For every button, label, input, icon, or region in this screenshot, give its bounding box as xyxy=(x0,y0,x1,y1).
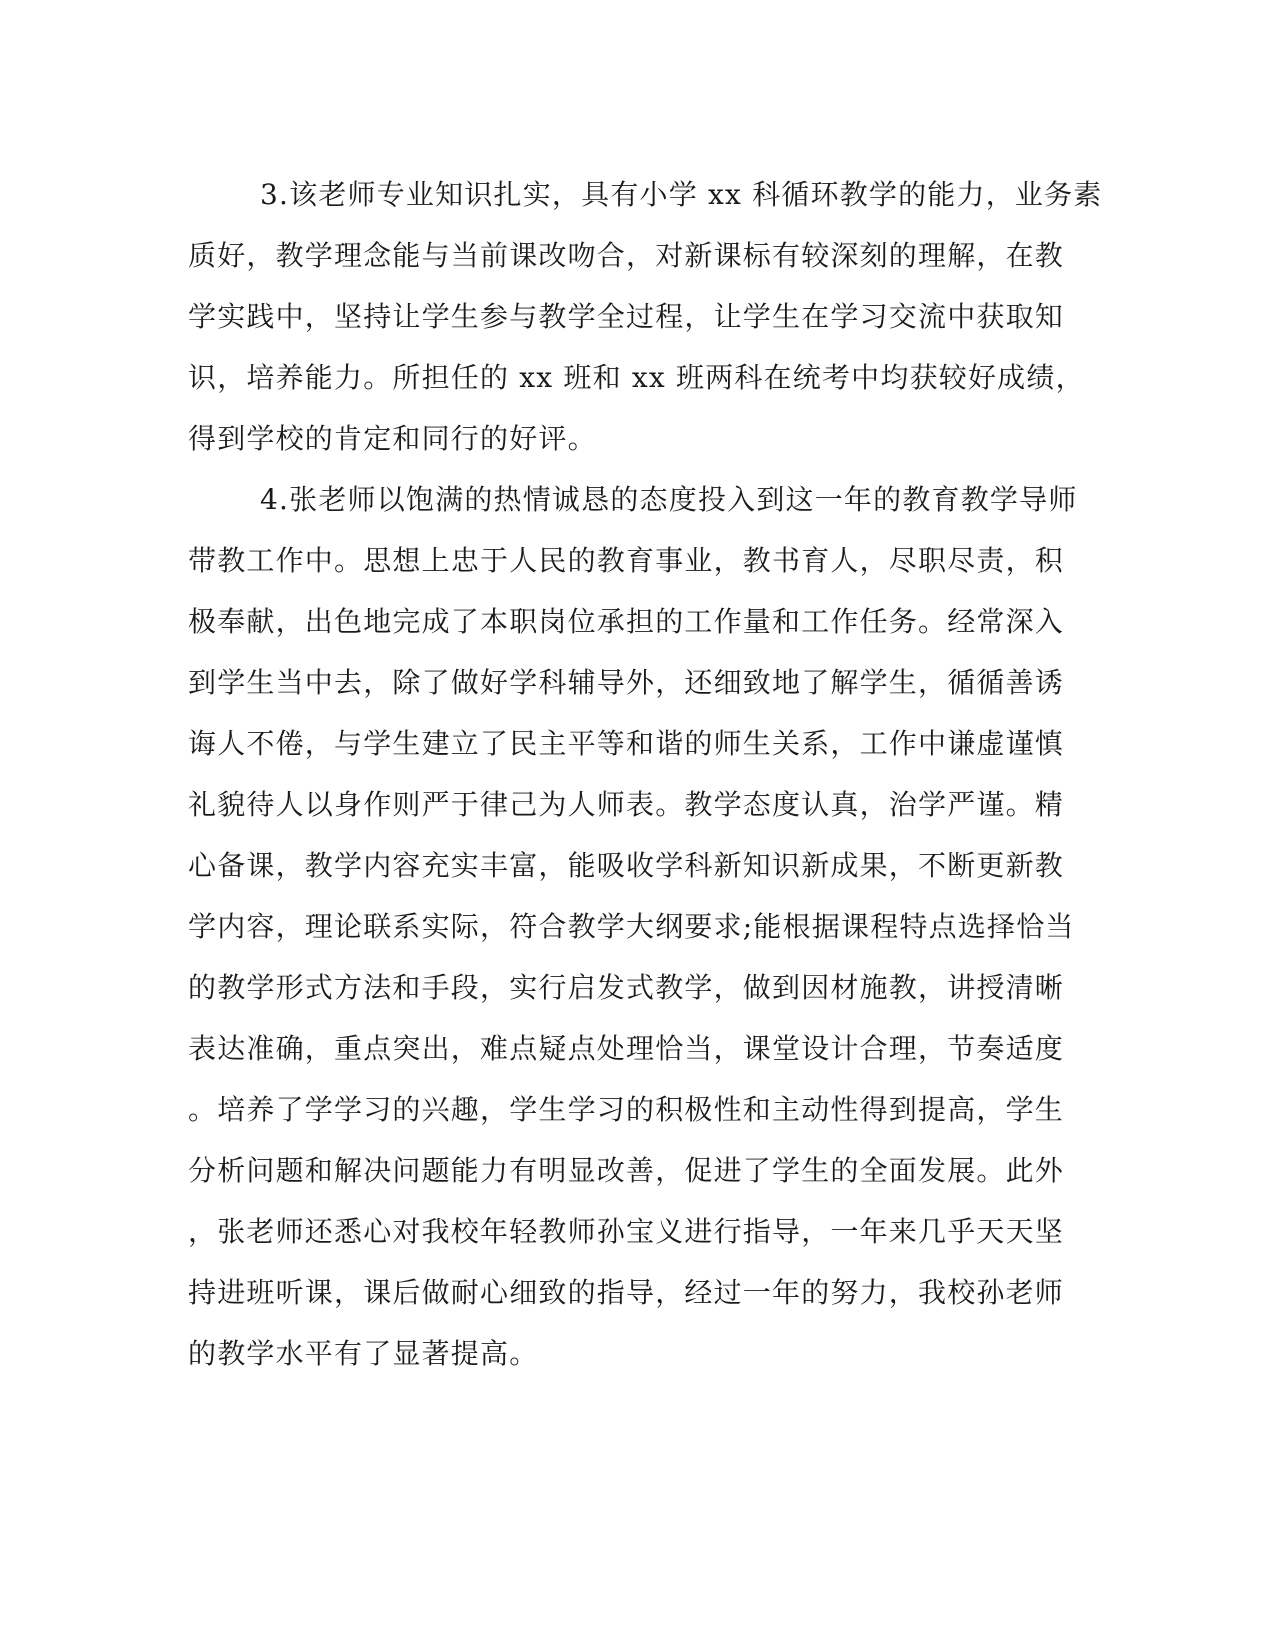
paragraph-3-line-1: 3.该老师专业知识扎实，具有小学 xx 科循环教学的能力，业务素 xyxy=(260,178,1103,211)
paragraph-3-line-2: 质好，教学理念能与当前课改吻合，对新课标有较深刻的理解，在教 xyxy=(188,239,1065,272)
paragraph-4-line-2: 带教工作中。思想上忠于人民的教育事业，教书育人，尽职尽责，积 xyxy=(188,544,1065,577)
paragraph-4-line-10: 表达准确，重点突出，难点疑点处理恰当，课堂设计合理，节奏适度 xyxy=(188,1032,1065,1065)
paragraph-3-line-5: 得到学校的肯定和同行的好评。 xyxy=(188,422,597,455)
paragraph-4-line-11: 。培养了学学习的兴趣，学生学习的积极性和主动性得到提高，学生 xyxy=(188,1093,1065,1126)
paragraph-3-line-4: 识，培养能力。所担任的 xx 班和 xx 班两科在统考中均获较好成绩， xyxy=(188,361,1085,394)
paragraph-4-line-5: 诲人不倦，与学生建立了民主平等和谐的师生关系，工作中谦虚谨慎 xyxy=(188,727,1065,760)
paragraph-4-line-6: 礼貌待人以身作则严于律己为人师表。教学态度认真，治学严谨。精 xyxy=(188,788,1065,821)
paragraph-4-line-8: 学内容，理论联系实际，符合教学大纲要求;能根据课程特点选择恰当 xyxy=(188,910,1075,943)
paragraph-4-line-15: 的教学水平有了显著提高。 xyxy=(188,1337,539,1370)
paragraph-4-line-3: 极奉献，出色地完成了本职岗位承担的工作量和工作任务。经常深入 xyxy=(188,605,1065,638)
document-body xyxy=(188,164,1103,1384)
paragraph-4-line-12: 分析问题和解决问题能力有明显改善，促进了学生的全面发展。此外 xyxy=(188,1154,1065,1187)
paragraph-4-line-7: 心备课，教学内容充实丰富，能吸收学科新知识新成果，不断更新教 xyxy=(188,849,1065,882)
paragraph-4-line-1: 4.张老师以饱满的热情诚恳的态度投入到这一年的教育教学导师 xyxy=(260,483,1078,516)
paragraph-4-line-14: 持进班听课，课后做耐心细致的指导，经过一年的努力，我校孙老师 xyxy=(188,1276,1065,1309)
paragraph-3-line-3: 学实践中，坚持让学生参与教学全过程，让学生在学习交流中获取知 xyxy=(188,300,1065,333)
paragraph-4-line-4: 到学生当中去，除了做好学科辅导外，还细致地了解学生，循循善诱 xyxy=(188,666,1065,699)
paragraph-4-line-13: ，张老师还悉心对我校年轻教师孙宝义进行指导，一年来几乎天天坚 xyxy=(188,1215,1065,1248)
paragraph-4-line-9: 的教学形式方法和手段，实行启发式教学，做到因材施教，讲授清晰 xyxy=(188,971,1065,1004)
